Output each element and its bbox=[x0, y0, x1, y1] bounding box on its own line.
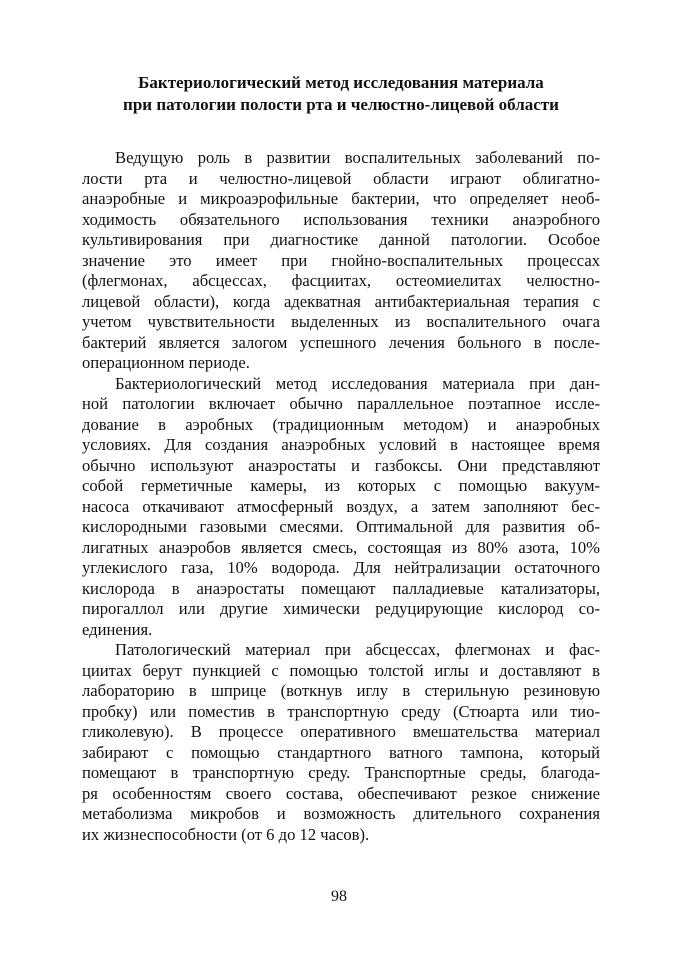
paragraph-line: помещают в транспортную среду. Транспортные среды, благода- bbox=[82, 763, 600, 782]
page-number: 98 bbox=[331, 888, 347, 905]
paragraph-1 bbox=[82, 148, 600, 374]
paragraph-line: лабораторию в шприце (воткнув иглу в стерильную резиновую bbox=[82, 681, 600, 700]
paragraph-line: Патологический материал при абсцессах, флегмонах и фас- bbox=[115, 640, 600, 659]
paragraph-line: условиях. Для создания анаэробных условий в настоящее время bbox=[82, 435, 600, 454]
paragraph-line: ря особенностям своего состава, обеспечивают резкое снижение bbox=[82, 783, 600, 803]
section-title-line-2: при патологии полости рта и челюстно-лицевой области bbox=[123, 95, 559, 114]
paragraph-line: Бактериологический метод исследования материала при дан- bbox=[115, 373, 600, 393]
paragraph-line: бактерий является залогом успешного лечения больного в после- bbox=[82, 332, 600, 352]
paragraph-line: учетом чувствительности выделенных из воспалительного очага bbox=[82, 312, 600, 331]
body-text bbox=[82, 148, 600, 845]
paragraph-line: метаболизма микробов и возможность длительного сохранения bbox=[82, 804, 600, 823]
paragraph-line: кислородными газовыми смесями. Оптимальной для развития об- bbox=[82, 517, 600, 536]
paragraph-line: дование в аэробных (традиционным методом) и анаэробных bbox=[82, 414, 600, 434]
paragraph-line: циитах берут пункцией с помощью толстой иглы и доставляют в bbox=[82, 660, 600, 680]
paragraph-line: их жизнеспособности (от 6 до 12 часов). bbox=[82, 824, 370, 844]
section-title-line-1: Бактериологический метод исследования материала bbox=[138, 73, 544, 92]
paragraph-line: лости рта и челюстно-лицевой области играют облигатно- bbox=[82, 168, 600, 188]
paragraph-line: анаэробные и микроаэрофильные бактерии, что определяет необ- bbox=[82, 189, 600, 208]
section-title bbox=[82, 72, 600, 116]
paragraph-line: пробку) или поместив в транспортную среду (Стюарта или тио- bbox=[82, 701, 600, 721]
paragraph-line: кислорода в анаэростаты помещают палладиевые катализаторы, bbox=[82, 578, 600, 598]
paragraph-line: собой герметичные камеры, из которых с помощью вакуум- bbox=[82, 476, 600, 495]
paragraph-line: ходимость обязательного использования техники анаэробного bbox=[82, 209, 600, 229]
paragraph-line: (флегмонах, абсцессах, фасциитах, остеомиелитах челюстно- bbox=[82, 271, 600, 290]
paragraph-line: лигатных анаэробов является смесь, состоящая из 80% азота, 10% bbox=[82, 537, 600, 557]
paragraph-line: углекислого газа, 10% водорода. Для нейтрализации остаточного bbox=[82, 558, 600, 577]
paragraph-line: гликолевую). В процессе оперативного вмешательства материал bbox=[82, 722, 600, 741]
paragraph-line: значение это имеет при гнойно-воспалительных процессах bbox=[82, 250, 600, 270]
paragraph-line: забирают с помощью стандартного ватного тампона, который bbox=[82, 742, 600, 762]
paragraph-line: лицевой области), когда адекватная антибактериальная терапия с bbox=[82, 291, 600, 311]
paragraph-line: операционном периоде. bbox=[82, 353, 250, 372]
paragraph-2 bbox=[82, 374, 600, 641]
paragraph-3 bbox=[82, 640, 600, 845]
paragraph-line: обычно используют анаэростаты и газбоксы. Они представляют bbox=[82, 455, 600, 475]
paragraph-line: Ведущую роль в развитии воспалительных заболеваний по- bbox=[115, 148, 600, 167]
paragraph-line: насоса откачивают атмосферный воздух, а затем заполняют бес- bbox=[82, 496, 600, 516]
paragraph-line: культивирования при диагностике данной патологии. Особое bbox=[82, 230, 600, 249]
paragraph-line: ной патологии включает обычно параллельное поэтапное иссле- bbox=[82, 394, 600, 413]
document-page bbox=[82, 72, 600, 845]
paragraph-line: единения. bbox=[82, 619, 153, 639]
paragraph-line: пирогаллол или другие химически редуцирующие кислород со- bbox=[82, 599, 600, 618]
